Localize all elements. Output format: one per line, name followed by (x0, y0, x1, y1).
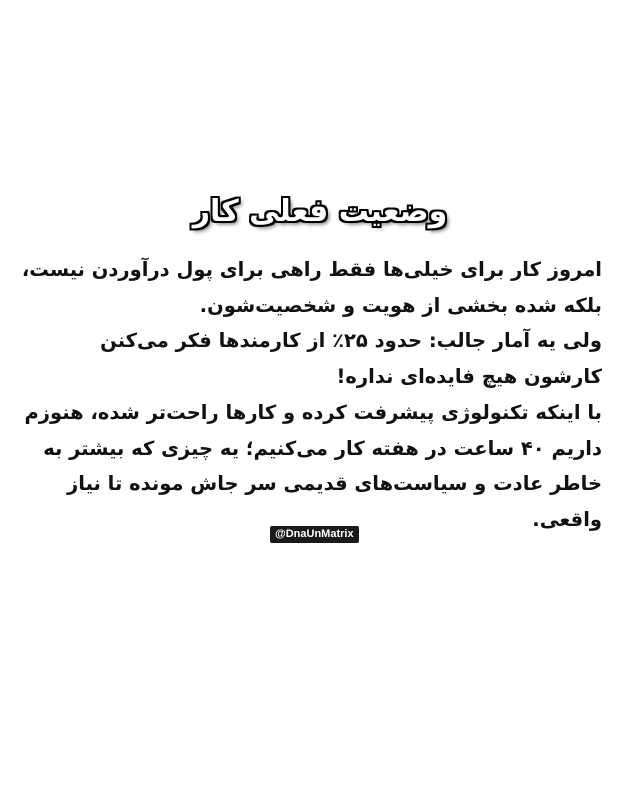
body-line: بلکه شده بخشی از هویت و شخصیت‌شون. (199, 293, 602, 317)
body-line: خاطر عادت و سیاست‌های قدیمی سر جاش مونده تا نیاز (67, 472, 602, 496)
body-line: ولی یه آمار جالب: حدود ۲۵٪ از کارمندها فکر می‌کنن (100, 329, 602, 353)
post-title: وضعیت فعلی کار (192, 194, 448, 229)
body-line: داریم ۴۰ ساعت در هفته کار می‌کنیم؛ یه چیزی که بیشتر به (43, 436, 602, 460)
body-line: با اینکه تکنولوژی پیشرفت کرده و کارها راحت‌تر شده، هنوزم (24, 400, 602, 424)
body-line: کارشون هیچ فایده‌ای نداره! (336, 365, 602, 389)
body-line: امروز کار برای خیلی‌ها فقط راهی برای پول درآوردن نیست، (21, 258, 602, 281)
watermark-handle: @DnaUnMatrix (270, 526, 359, 543)
post-body (21, 252, 602, 538)
body-line: واقعی. (532, 507, 602, 531)
